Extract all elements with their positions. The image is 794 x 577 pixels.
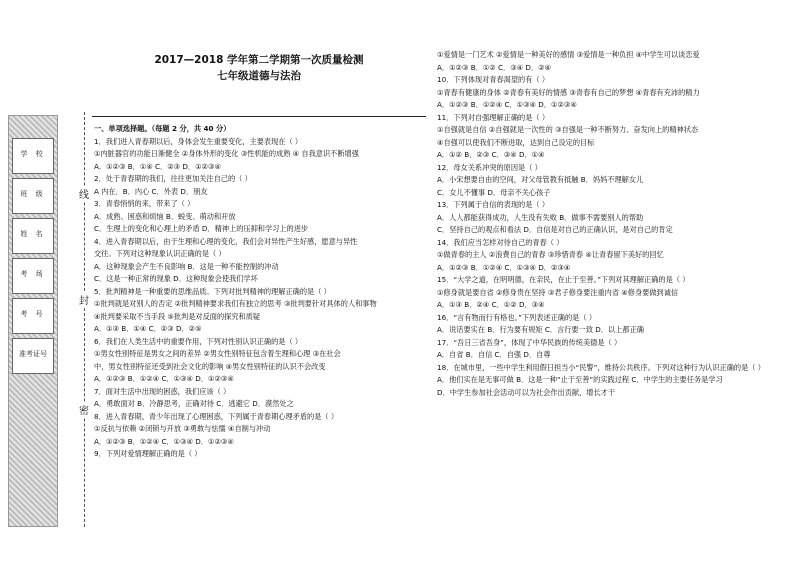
text-line: A．①②③ B．①②④ C．①③④ D．②③④ [437, 262, 571, 272]
field-label: 班 级 [20, 190, 46, 198]
text-line: ④批判要采取不当手段 ⑤批判是对反面的探究和质疑 [94, 311, 261, 321]
text-line: ①修身就是要自省 ②修身贵在坚持 ③君子修身要注重内省 ④修身要做到诚信 [437, 287, 679, 297]
text-line: C．坚持自己的观点和看法 D．自信是对自己的正确认识，是对自己的肯定 [437, 225, 673, 234]
text-line: A．①②③ B．①④ C．②③ D．①②③④ [94, 161, 221, 171]
text-line: A．①② B．②③ C．③④ D．①④ [437, 150, 545, 159]
text-line: 2．处于青春期的我们，往往更加关注自己的（ ） [94, 174, 252, 183]
text-line: C．生理上的变化和心理上的矛盾 D．精神上的压抑和学习上的进步 [94, 224, 309, 233]
field-name [12, 218, 54, 254]
text-line: A．①②③ B．①②④ C．①③④ D．①②③④ [94, 374, 234, 383]
text-line: 17．“吾日三省吾身”，体现了中华民族的传统美德是（ ） [437, 337, 622, 347]
binding-dashed-line [84, 112, 85, 527]
field-label: 考 号 [20, 310, 46, 318]
text-line: 中，男女性别特征还受到社会文化的影响 ④男女性别特征的认识不会改变 [94, 361, 326, 371]
text-line: 14．我们应当怎样对待自己的青春（ ） [437, 237, 564, 247]
text-line: D．中学生参加社会活动可以为社会作出贡献，增长才干 [437, 387, 616, 397]
text-line: 1．我们进入青春期以后，身体会发生重要变化，主要表现在（ ） [94, 136, 303, 146]
field-exam-room [12, 258, 54, 294]
field-exam-number [12, 298, 54, 334]
text-line: ④自强可以使我们不断进取，达到自己设定的目标 [437, 137, 595, 147]
seal-char-line: 线 [78, 186, 90, 201]
text-line: C．这是一种正常的现象 D．这种现象会使我们学坏 [94, 274, 258, 283]
text-line: 6．我们在人类生活中的重要作用，下列对性别认识正确的是（ ） [94, 336, 303, 346]
text-line: A．自省 B．自信 C．自强 D．自尊 [437, 350, 551, 359]
text-line: A．小宋想要自由的空间，对父母管教有抵触 B．妈妈不理解女儿 [437, 175, 644, 184]
field-label: 学 校 [20, 150, 46, 158]
text-line: A．他们实在是无事可做 B．这是一种“止于至善”的实践过程 C．中学生的主要任务是学习 [437, 375, 723, 384]
text-line: 16．“言有物而行有格也。”下列表述正确的是（ ） [437, 312, 597, 322]
text-line: 18．在城市里，一些中学生利用假日担当小“民警”，维持公共秩序。下列对这种行为认识正确的是（ ） [437, 362, 765, 372]
right-column [437, 49, 782, 399]
field-label: 准考证号 [19, 350, 47, 358]
text-line: A．①③ B．①④ C．②③ D．②⑤ [94, 324, 202, 333]
text-line: 10．下列体现对青春渴望的有（ ） [437, 75, 550, 84]
field-school [12, 138, 54, 174]
exam-title: 2017—2018 学年第二学期第一次质量检测 [154, 54, 364, 66]
text-line: 8．进入青春期，青少年出现了心理困惑，下列属于青春期心理矛盾的是（ ） [94, 411, 339, 421]
text-line: 12．母女关系冲突的原因是（ ） [437, 162, 542, 172]
text-line: ①反抗与依赖 ②闭锁与开放 ③勇敢与怯懦 ④自制与冲动 [94, 424, 271, 433]
exam-subtitle: 七年级道德与法治 [217, 70, 301, 82]
field-class [12, 178, 54, 214]
text-line: A．成熟、困惑和烦恼 B．蜕变、萌动和开放 [94, 211, 236, 221]
field-label: 姓 名 [20, 230, 46, 238]
text-line: ①男女性别特征是男女之间的差异 ②男女性别特征包含着生理和心理 ③在社会 [94, 349, 341, 358]
text-line: A．①③ B．②④ C．①② D．③④ [437, 300, 545, 309]
text-line: ①爱情是一门艺术 ②爱情是一种美好的感情 ③爱情是一种负担 ④中学生可以谈恋爱 [437, 50, 700, 59]
text-line: 4．进入青春期以后，由于生理和心理的变化，我们会对异性产生好感，愿意与异性 [94, 236, 358, 246]
text-line: ①内脏器官的功能日渐健全 ②身体外形的变化 ③性机能的成熟 ④ 自我意识不断增强 [94, 149, 359, 158]
field-admission-number [12, 338, 54, 374]
field-label: 考 场 [20, 270, 46, 278]
text-line: ①做青春的主人 ②浪费自己的青春 ③珍惜青春 ④让青春留下美好的回忆 [437, 250, 664, 259]
text-line: A．人人都能获得成功，人生没有失败 B．做事不需要别人的帮助 [437, 212, 644, 222]
text-line: 5．批判精神是一种重要的思维品质。下列对批判精神的理解正确的是（ ） [94, 286, 331, 296]
text-line: A．①②③ B．①② C．③④ D．②④ [437, 62, 551, 72]
seal-char-seal: 封 [78, 292, 90, 307]
text-line: A．这种现象会产生不良影响 B．这是一种不能控制的冲动 [94, 261, 279, 271]
text-line: 15．“大学之道，在明明德，在亲民，在止于至善。”下列对其理解正确的是（ ） [437, 275, 690, 284]
text-line: ①青春有健康的身体 ②青春有美好的情感 ③青春有自己的梦想 ④青春有充沛的精力 [437, 87, 700, 97]
text-line: 7．面对生活中出现的困惑，我们应该（ ） [94, 386, 231, 396]
text-line: C．女儿不懂事 D．母亲不关心孩子 [437, 187, 551, 197]
text-line: A．①②③ B．①②④ C．①③④ D．①②③④ [94, 436, 234, 446]
header-rule [92, 116, 426, 117]
text-line: 11．下列对自强理解正确的是（ ） [437, 112, 550, 122]
text-line: ①自强就是自信 ②自强就是一次性的 ③自强是一种不断努力、奋发向上的精神状态 [437, 125, 699, 134]
text-line: A．①②③ B．①②④ C．①③④ D．①②③④ [437, 100, 577, 109]
text-line: 13．下列属于自信的表现的是（ ） [437, 200, 550, 209]
text-line: 3．青春悄悄的来，带来了（ ） [94, 199, 195, 208]
text-line: 9．下列对爱情理解正确的是（ ） [94, 449, 202, 458]
text-line: 交往。下列对这种现象认识正确的是（ ） [94, 249, 226, 258]
text-line: A．说话要实在 B．行为要有规矩 C．言行要一致 D．以上都正确 [437, 325, 644, 334]
text-line: ①批判就是对别人的否定 ②批判精神要求我们有独立的思考 ③批判要针对具体的人和事物 [94, 299, 377, 308]
section-heading: 一、单项选择题。（每题 2 分，共 40 分） [94, 124, 231, 133]
text-line: A 内在．B．内心 C．外表 D．朋友 [94, 186, 208, 196]
left-column [94, 123, 424, 461]
text-line: A．勇敢面对 B．冷静思考，正确对待 C．逃避它 D．漠然处之 [94, 399, 294, 408]
seal-char-secret: 密 [78, 402, 90, 417]
